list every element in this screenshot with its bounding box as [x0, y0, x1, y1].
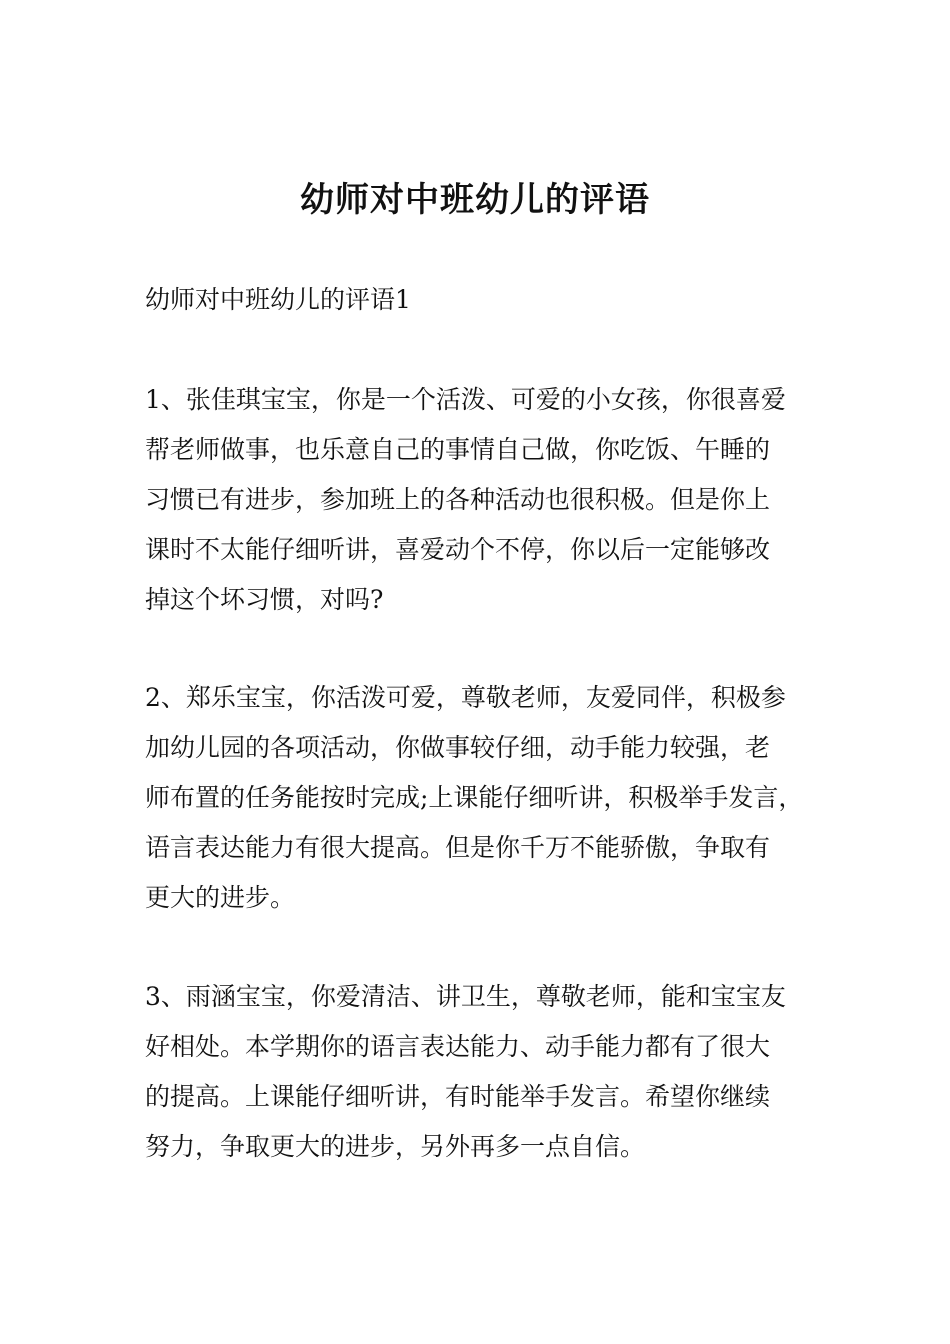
- paragraph-line: 好相处。本学期你的语言表达能力、动手能力都有了很大: [145, 1032, 771, 1061]
- paragraph-line: 帮老师做事，也乐意自己的事情自己做，你吃饭、午睡的: [145, 435, 771, 464]
- paragraph-line: 掉这个坏习惯，对吗?: [145, 585, 384, 614]
- paragraph-line: 1、张佳琪宝宝，你是一个活泼、可爱的小女孩，你很喜爱: [145, 385, 786, 414]
- paragraph-line: 更大的进步。: [145, 883, 296, 912]
- document-title: 幼师对中班幼儿的评语: [300, 180, 650, 220]
- section-heading: 幼师对中班幼儿的评语1: [145, 285, 411, 314]
- paragraph-line: 2、郑乐宝宝，你活泼可爱，尊敬老师，友爱同伴，积极参: [145, 683, 786, 712]
- paragraph-line: 努力，争取更大的进步，另外再多一点自信。: [145, 1132, 646, 1161]
- paragraph-line: 的提高。上课能仔细听讲，有时能举手发言。希望你继续: [145, 1082, 771, 1111]
- paragraph-1: [145, 375, 825, 625]
- paragraph-line: 习惯已有进步，参加班上的各种活动也很积极。但是你上: [145, 485, 771, 514]
- paragraph-line: 3、雨涵宝宝，你爱清洁、讲卫生，尊敬老师，能和宝宝友: [145, 982, 786, 1011]
- paragraph-3: [145, 972, 825, 1172]
- paragraph-2: [145, 673, 825, 923]
- paragraph-line: 加幼儿园的各项活动，你做事较仔细，动手能力较强，老: [145, 733, 771, 762]
- paragraph-line: 课时不太能仔细听讲，喜爱动个不停，你以后一定能够改: [145, 535, 771, 564]
- paragraph-line: 语言表达能力有很大提高。但是你千万不能骄傲，争取有: [145, 833, 771, 862]
- paragraph-line: 师布置的任务能按时完成;上课能仔细听讲，积极举手发言，: [145, 783, 804, 812]
